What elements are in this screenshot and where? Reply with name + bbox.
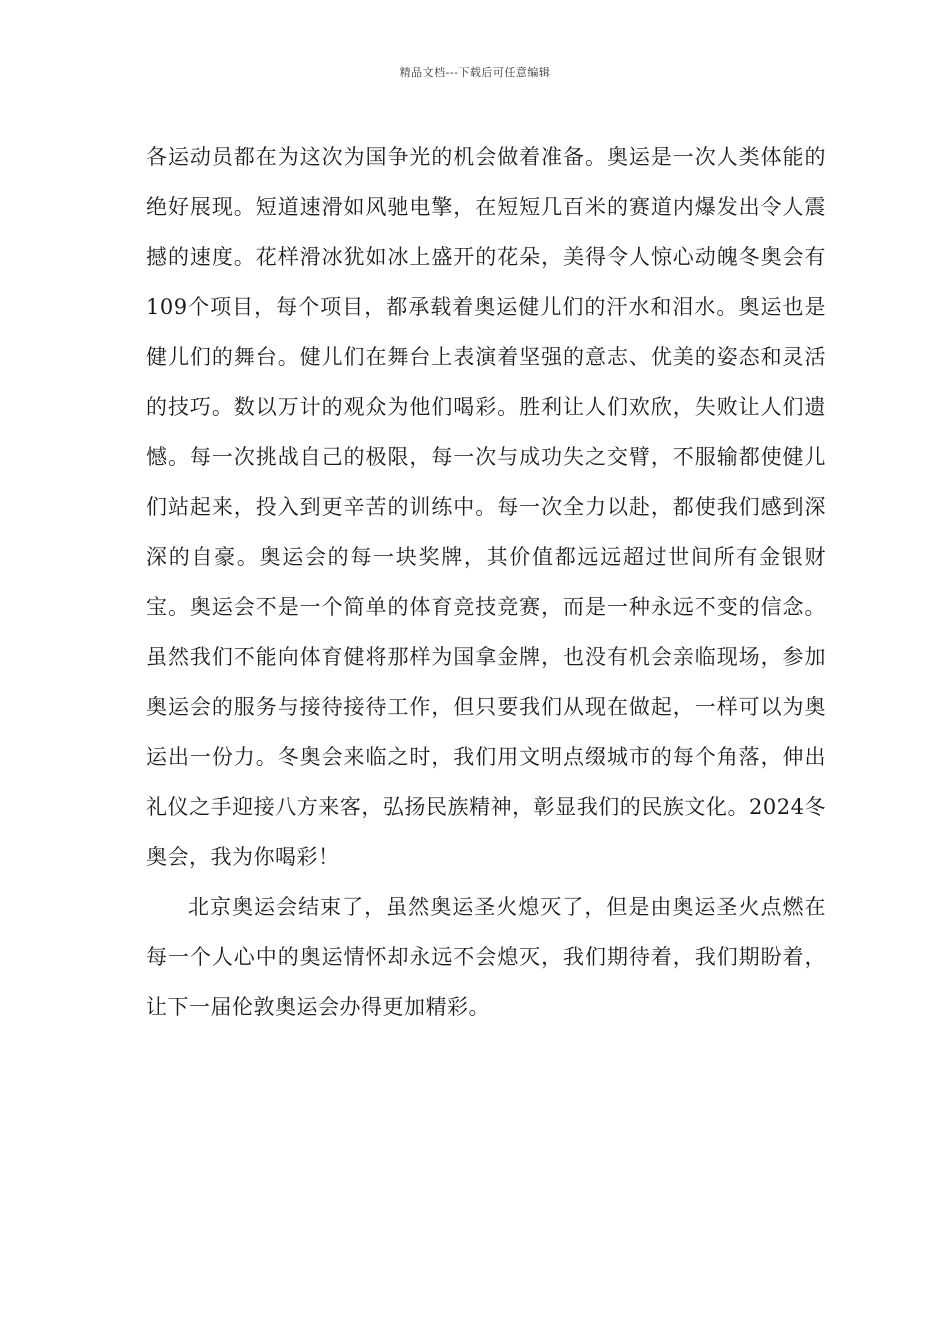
paragraph-2: 北京奥运会结束了，虽然奥运圣火熄灭了，但是由奥运圣火点燃在每一个人心中的奥运情怀却永远不会熄灭，我们期待着，我们期盼着，让下一届伦敦奥运会办得更加精彩。 <box>146 895 826 1019</box>
page-header: 精品文档---下载后可任意编辑 <box>399 66 551 79</box>
document-body <box>146 132 826 1032</box>
paragraph-1: 各运动员都在为这次为国争光的机会做着准备。奥运是一次人类体能的绝好展现。短道速滑如风驰电擎，在短短几百米的赛道内爆发出令人震撼的速度。花样滑冰犹如冰上盛开的花朵，美得令人惊心动魄冬奥会有109个项目，每个项目，都承载着奥运健儿们的汗水和泪水。奥运也是健儿们的舞台。健儿们在舞台上表演着坚强的意志、优美的姿态和灵活的技巧。数以万计的观众为他们喝彩。胜利让人们欢欣，失败让人们遗憾。每一次挑战自己的极限，每一次与成功失之交臂，不服输都使健儿们站起来，投入到更辛苦的训练中。每一次全力以赴，都使我们感到深深的自豪。奥运会的每一块奖牌，其价值都远远超过世间所有金银财宝。奥运会不是一个简单的体育竞技竞赛，而是一种永远不变的信念。虽然我们不能向体育健将那样为国拿金牌，也没有机会亲临现场，参加奥运会的服务与接待接待工作，但只要我们从现在做起，一样可以为奥运出一份力。冬奥会来临之时，我们用文明点缀城市的每个角落，伸出礼仪之手迎接八方来客，弘扬民族精神，彰显我们的民族文化。2024冬奥会，我为你喝彩！ <box>146 145 826 869</box>
